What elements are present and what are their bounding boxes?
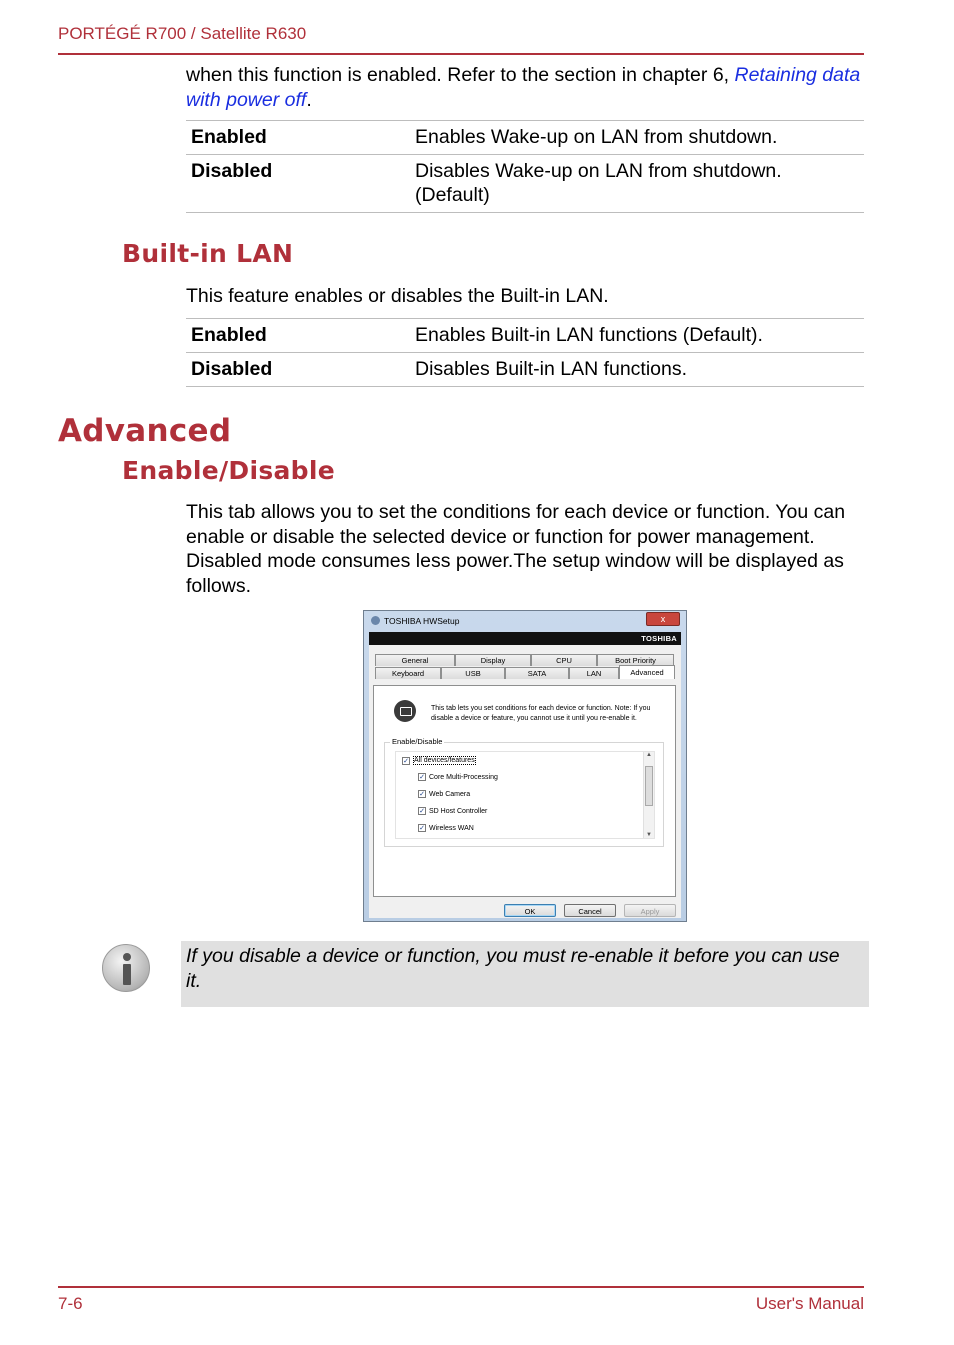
table-row [186,353,864,387]
intro-text-end: . [306,88,312,111]
option-value: Enables Wake-up on LAN from shutdown. [410,121,864,155]
intro-text: when this function is enabled. Refer to the section in chapter 6, [186,64,735,86]
option-value: Disables Wake-up on LAN from shutdown. (Default) [410,155,864,213]
page-number: 7-6 [58,1294,83,1313]
checkbox-checked-icon[interactable]: ✓ [403,757,409,765]
list-item[interactable] [418,790,470,798]
enable-disable-heading: Enable/Disable [122,456,335,485]
scroll-thumb[interactable] [645,766,653,806]
list-item[interactable] [418,824,474,832]
group-label: Enable/Disable [392,737,443,746]
builtin-lan-table [186,318,864,387]
option-key: Disabled [186,155,410,213]
advanced-panel [373,685,676,897]
option-value: Disables Built-in LAN functions. [410,353,864,387]
table-row [186,319,864,353]
item-label: Wireless WAN [429,824,474,832]
ok-button[interactable]: OK [504,904,556,917]
list-scrollbar[interactable] [643,752,654,838]
tab-boot-priority[interactable]: Boot Priority [597,654,674,666]
item-label: SD Host Controller [429,807,488,815]
option-key: Enabled [186,319,410,353]
advanced-text: This tab allows you to set the conditions for each device or function. You can enable or disable the selected device or function for power management. Disabled mode consumes less power.The setup window will be displayed as follows. [186,501,846,597]
tab-general[interactable]: General [375,654,455,666]
note-box [181,941,869,1007]
device-icon [394,700,416,722]
tab-advanced[interactable]: Advanced [619,665,675,679]
tab-lan[interactable]: LAN [569,667,619,679]
checkbox-checked-icon[interactable]: ✓ [419,825,425,832]
item-label: All devices/features [414,757,475,764]
device-list [395,751,655,839]
tab-usb[interactable]: USB [441,667,505,679]
info-icon [102,944,150,992]
cancel-button[interactable]: Cancel [564,904,616,917]
scroll-down-icon[interactable]: ▼ [646,832,652,838]
hwsetup-window [363,610,687,922]
intro-paragraph [186,63,866,112]
apply-button[interactable]: Apply [624,904,676,917]
info-icon-stem [123,964,131,985]
option-value: Enables Built-in LAN functions (Default). [410,319,864,353]
checkbox-checked-icon[interactable]: ✓ [419,791,425,798]
item-label: Core Multi-Processing [429,773,498,781]
table-row [186,121,864,155]
enable-disable-group [384,742,664,847]
tab-cpu[interactable]: CPU [531,654,597,666]
tab-row-front [375,667,675,679]
checkbox-checked-icon[interactable]: ✓ [419,774,425,781]
footer-rule [58,1286,864,1288]
list-item[interactable] [402,756,476,765]
window-body [369,645,681,918]
panel-description: This tab lets you set conditions for each device or function. Note: If you disable a device or feature, you cannot use it until you re-enable it. [431,705,651,722]
header-rule [58,53,864,55]
option-key: Enabled [186,121,410,155]
advanced-heading: Advanced [58,413,232,449]
tab-sata[interactable]: SATA [505,667,569,679]
tab-keyboard[interactable]: Keyboard [375,667,441,679]
retaining-data-link[interactable]: Retaining data with power off [186,64,861,111]
wake-on-lan-table [186,120,864,213]
running-header: PORTÉGÉ R700 / Satellite R630 [58,24,307,43]
table-row [186,155,864,213]
scroll-up-icon[interactable]: ▲ [646,752,652,758]
tab-display[interactable]: Display [455,654,531,666]
note-text: If you disable a device or function, you must re-enable it before you can use it. [186,945,840,992]
close-button[interactable]: x [646,612,680,626]
window-title: TOSHIBA HWSetup [384,616,460,626]
list-item[interactable] [418,807,487,815]
brand-bar [369,632,681,645]
manual-title: User's Manual [755,1294,864,1313]
item-label: Web Camera [429,790,471,798]
info-icon-dot [123,953,131,961]
list-item[interactable] [418,773,498,781]
brand-logo: TOSHIBA [641,634,677,643]
checkbox-checked-icon[interactable]: ✓ [419,808,425,815]
builtin-lan-heading: Built-in LAN [122,239,294,268]
app-icon [371,616,380,625]
builtin-lan-text: This feature enables or disables the Built-in LAN. [186,285,609,307]
option-key: Disabled [186,353,410,387]
